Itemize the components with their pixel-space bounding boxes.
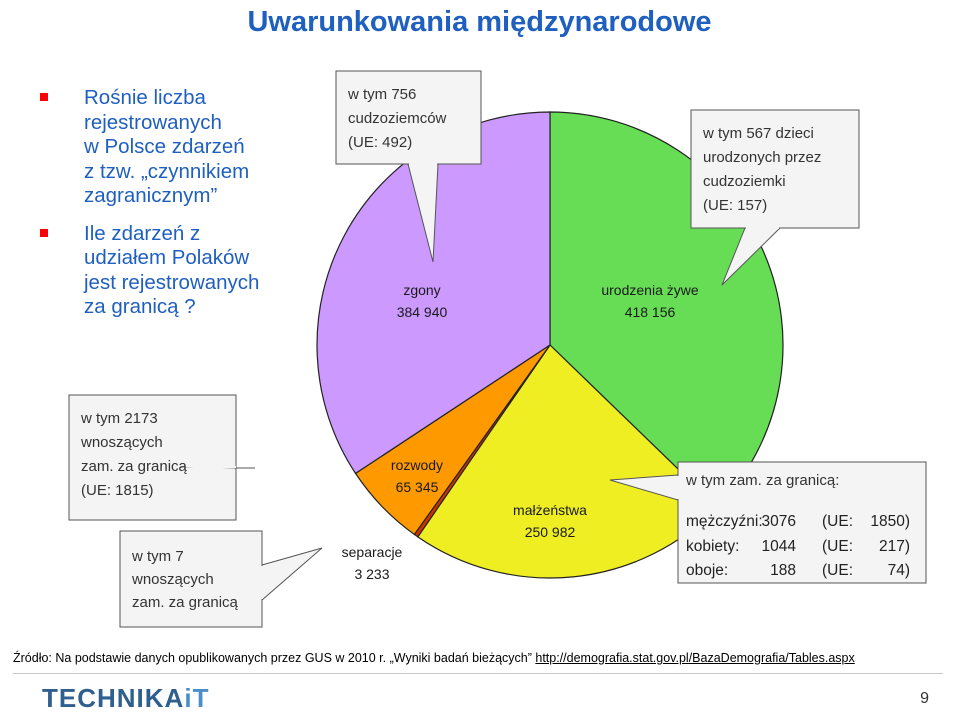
- slice-value-zgony: 384 940: [396, 304, 448, 320]
- slice-value-urodzenia: 418 156: [624, 304, 676, 320]
- callout-rozwody: [69, 395, 255, 520]
- source-text: Źródło: Na podstawie danych opublikowanych przez GUS w 2010 r. „Wyniki badań bieżących”: [13, 651, 536, 665]
- table-cell-3-3: 74): [887, 562, 910, 579]
- table-cell-2-0: kobiety:: [686, 538, 740, 555]
- logo: [42, 683, 209, 714]
- table-cell-2-3: 217): [878, 538, 910, 555]
- callout-line-rozwody-1: w tym 2173: [81, 410, 158, 427]
- table-cell-1-1: 3076: [761, 513, 796, 530]
- callout-line-separacje-1: w tym 7: [132, 548, 184, 565]
- table-cell-3-0: oboje:: [686, 562, 729, 579]
- table-cell-2-1: 1044: [761, 538, 796, 555]
- callout-separacje: [120, 531, 322, 627]
- slice-value-rozwody: 65 345: [395, 479, 439, 495]
- source-link[interactable]: http://demografia.stat.gov.pl/BazaDemografia/Tables.aspx: [535, 651, 855, 665]
- callout-line-rozwody-2: wnoszących: [81, 434, 163, 451]
- callout-line-separacje-3: zam. za granicą: [132, 594, 238, 611]
- callout-line-zgony-2: cudzoziemców: [348, 110, 447, 127]
- callout-line-rozwody-3: zam. za granicą: [81, 458, 187, 475]
- bullet-text-1: Rośnie liczba rejestrowanych w Polsce zdarzeń z tzw. „czynnikiem zagranicznym”: [84, 86, 250, 207]
- callout-line-zgony-3: (UE: 492): [348, 134, 413, 151]
- slice-value-malzenstwa: 250 982: [524, 524, 576, 540]
- callout-line-separacje-2: wnoszących: [132, 571, 214, 588]
- callout-line-urodzenia-1: w tym 567 dzieci: [703, 125, 814, 142]
- callout-line-zgony-1: w tym 756: [348, 86, 417, 103]
- callout-line-rozwody-4: (UE: 1815): [81, 482, 154, 499]
- source-note: [13, 651, 855, 665]
- slice-label-urodzenia: urodzenia żywe: [601, 282, 699, 298]
- page-number: 9: [920, 690, 929, 707]
- slice-label-rozwody: rozwody: [390, 457, 444, 473]
- callout-pointer-separacje: [262, 548, 322, 600]
- logo-main-text: TECHNIKA: [42, 683, 185, 713]
- bullet-text-2: Ile zdarzeń z udziałem Polaków jest rejestrowanych za granicą ?: [84, 221, 260, 318]
- slice-label-separacje: separacje: [341, 544, 403, 560]
- callout-line-malzenstwa-header: w tym zam. za granicą:: [686, 472, 840, 489]
- logo-it-text: iT: [184, 683, 210, 713]
- slice-label-zgony: zgony: [403, 282, 441, 298]
- table-cell-1-3: 1850): [870, 513, 910, 530]
- callout-line-urodzenia-3: cudzoziemki: [703, 173, 786, 190]
- table-cell-2-2: (UE:: [822, 538, 853, 555]
- table-cell-3-1: 188: [770, 562, 796, 579]
- table-cell-3-2: (UE:: [822, 562, 853, 579]
- footer-divider: [13, 673, 943, 674]
- table-cell-1-2: (UE:: [822, 513, 853, 530]
- page-title: Uwarunkowania międzynarodowe: [247, 6, 712, 38]
- table-cell-1-0: mężczyźni:: [686, 513, 763, 530]
- callout-line-urodzenia-2: urodzonych przez: [703, 149, 822, 166]
- slice-value-separacje: 3 233: [354, 566, 390, 582]
- slice-label-malzenstwa: małżeństwa: [513, 502, 587, 518]
- callout-line-urodzenia-4: (UE: 157): [703, 197, 768, 214]
